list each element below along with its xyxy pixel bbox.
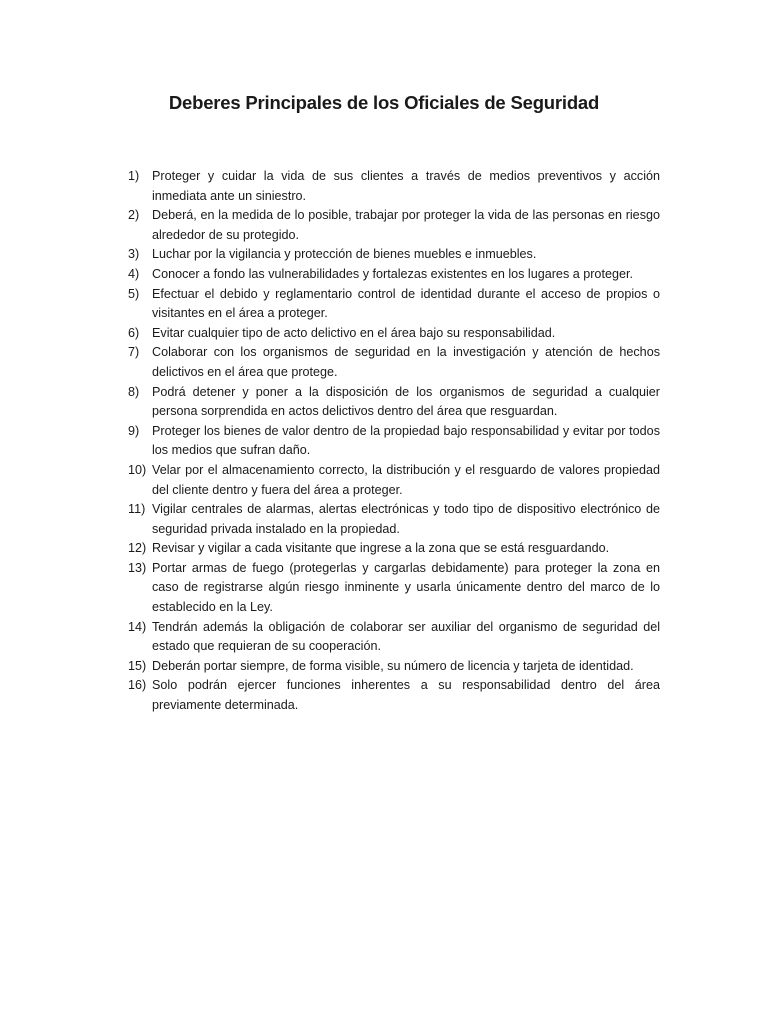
list-item-text: Solo podrán ejercer funciones inherentes a su responsabilidad dentro del área previamente determinada. [152,678,660,713]
list-item-text: Deberán portar siempre, de forma visible, su número de licencia y tarjeta de identidad. [152,658,634,673]
list-item-number: 11) [128,502,146,517]
list-item [128,245,660,265]
list-item-number: 4) [128,266,140,281]
list-item [128,265,660,285]
list-item-number: 2) [128,208,140,223]
list-item-text: Deberá, en la medida de lo posible, trabajar por proteger la vida de las personas en riesgo alrededor de su protegido. [152,208,660,242]
list-item-text: Colaborar con los organismos de seguridad en la investigación y atención de hechos delictivos en el área que protege. [152,345,660,379]
list-item-number: 8) [128,384,140,399]
list-item-number: 13) [128,560,147,575]
list-item-number: 16) [128,678,147,693]
list-item [128,343,660,382]
list-item-number: 5) [128,286,140,301]
list-item-text: Vigilar centrales de alarmas, alertas electrónicas y todo tipo de dispositivo electrónico de seguridad privada instalado en la propiedad. [152,502,660,536]
list-item-number: 10) [128,462,147,477]
list-item-number: 14) [128,619,147,634]
list-item [128,657,660,677]
list-item-number: 3) [128,247,140,262]
list-item-text: Velar por el almacenamiento correcto, la distribución y el resguardo de valores propiedad del cliente dentro y fuera del área a proteger. [152,462,660,497]
page-title: Deberes Principales de los Oficiales de Seguridad [168,92,600,113]
list-item-text: Podrá detener y poner a la disposición de los organismos de seguridad a cualquier persona sorprendida en actos delictivos dentro del área que resguardan. [152,384,660,419]
list-item-text: Proteger los bienes de valor dentro de la propiedad bajo responsabilidad y evitar por todos los medios que sufran daño. [152,423,660,458]
list-item [128,206,660,245]
list-item-number: 15) [128,658,147,673]
list-item [128,618,660,657]
list-item-text: Portar armas de fuego (protegerlas y cargarlas debidamente) para proteger la zona en caso de registrarse algún riesgo inminente y usarla únicamente dentro del marco de lo establecido en la Ley. [152,560,660,615]
list-item-number: 7) [128,345,140,360]
list-item [128,383,660,422]
list-item-text: Tendrán además la obligación de colaborar ser auxiliar del organismo de seguridad del estado que requieran de su cooperación. [152,619,660,654]
list-item [128,285,660,324]
list-item [128,422,660,461]
list-item [128,539,660,559]
list-item-text: Revisar y vigilar a cada visitante que ingrese a la zona que se está resguardando. [152,541,610,556]
list-item [128,167,660,206]
list-item [128,461,660,500]
list-item [128,676,660,715]
list-item-number: 6) [128,325,140,340]
list-item-number: 12) [128,541,147,556]
list-item [128,500,660,539]
list-item-number: 1) [128,169,140,183]
list-item [128,559,660,618]
list-item [128,324,660,344]
list-item-text: Proteger y cuidar la vida de sus clientes a través de medios preventivos y acción inmediata ante un siniestro. [152,169,660,203]
list-item-text: Evitar cualquier tipo de acto delictivo en el área bajo su responsabilidad. [152,325,556,340]
list-item-text: Luchar por la vigilancia y protección de bienes muebles e inmuebles. [152,247,537,262]
list-item-text: Conocer a fondo las vulnerabilidades y fortalezas existentes en los lugares a proteger. [152,266,633,281]
list-item-number: 9) [128,423,140,438]
duties-list [128,167,660,716]
list-item-text: Efectuar el debido y reglamentario control de identidad durante el acceso de propios o visitantes en el área a proteger. [152,286,660,321]
